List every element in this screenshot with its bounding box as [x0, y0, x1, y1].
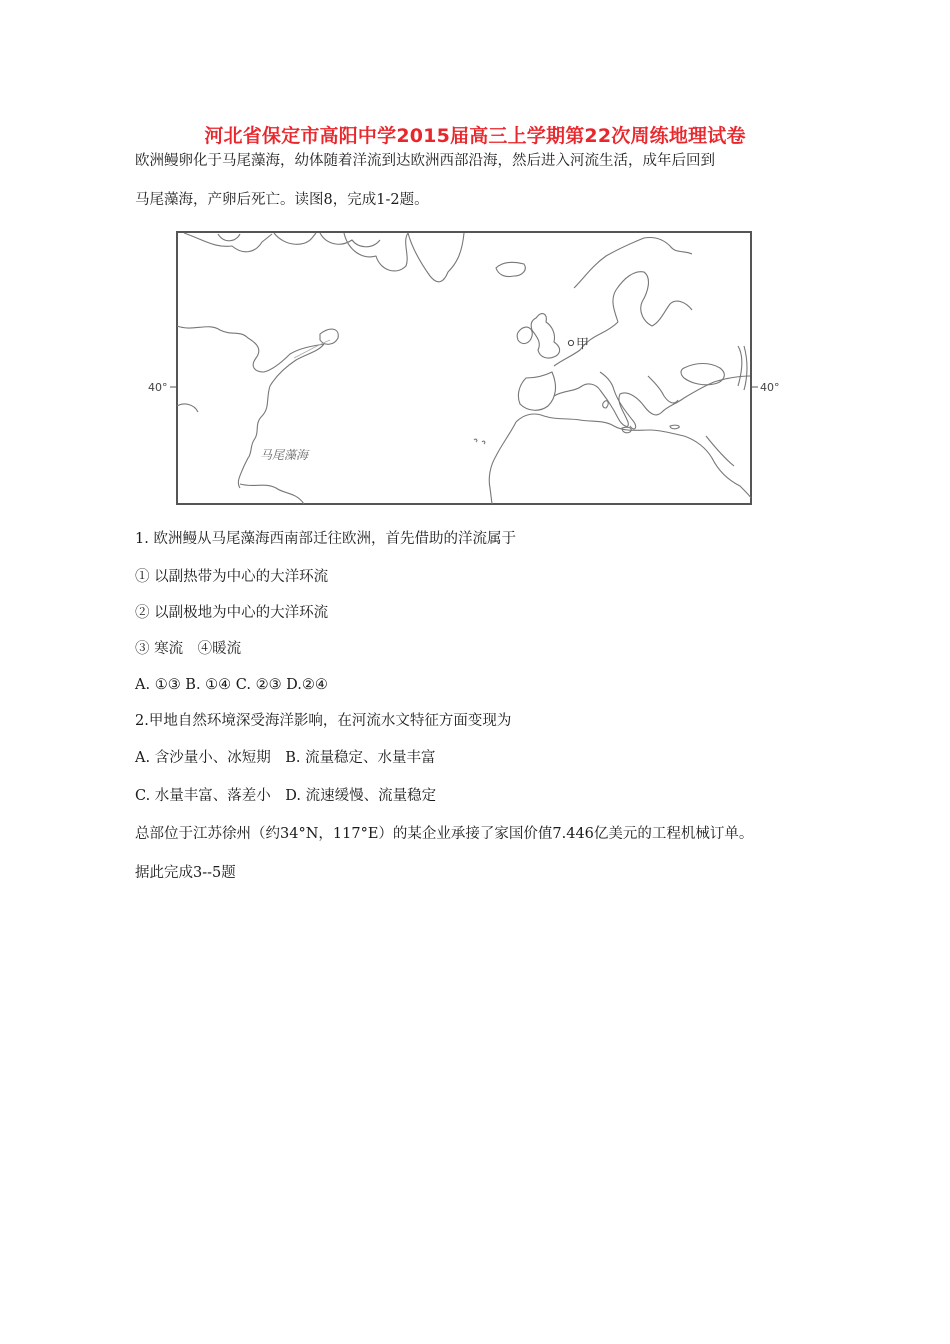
atlantic-map — [144, 226, 794, 510]
lat-label-left: 40° — [148, 381, 168, 394]
outro-line-2: 据此完成3--5题 — [135, 865, 236, 881]
q1-option-3: ③ 寒流 ④暖流 — [135, 641, 242, 657]
intro-line-1: 欧洲鳗卵化于马尾藻海，幼体随着洋流到达欧洲西部沿海，然后进入河流生活，成年后回到 — [135, 153, 715, 169]
lat-label-right: 40° — [760, 381, 780, 394]
q2-stem: 2.甲地自然环境深受海洋影响，在河流水文特征方面变现为 — [135, 713, 512, 729]
q1-option-2: ② 以副极地为中心的大洋环流 — [135, 605, 329, 621]
outro-line-1: 总部位于江苏徐州（约34°N，117°E）的某企业承接了家国价值7.446亿美元的工程机械订单。 — [135, 826, 754, 842]
q2-options-ab: A. 含沙量小、冰短期 B. 流量稳定、水量丰富 — [135, 750, 436, 766]
map-frame — [177, 232, 751, 504]
map-label-jia: 甲 — [576, 337, 590, 352]
intro-line-2: 马尾藻海，产卵后死亡。读图8，完成1-2题。 — [135, 192, 429, 208]
q1-option-1: ① 以副热带为中心的大洋环流 — [135, 569, 329, 585]
document-title: 河北省保定市高阳中学2015届高三上学期第22次周练地理试卷 — [204, 125, 746, 147]
q2-options-cd: C. 水量丰富、落差小 D. 流速缓慢、流量稳定 — [135, 788, 437, 804]
q1-stem: 1. 欧洲鳗从马尾藻海西南部迁往欧洲，首先借助的洋流属于 — [135, 531, 516, 547]
jia-marker — [568, 340, 573, 345]
map-label-sargasso: 马尾藻海 — [260, 448, 309, 462]
q1-answers: A. ①③ B. ①④ C. ②③ D.②④ — [135, 677, 328, 693]
